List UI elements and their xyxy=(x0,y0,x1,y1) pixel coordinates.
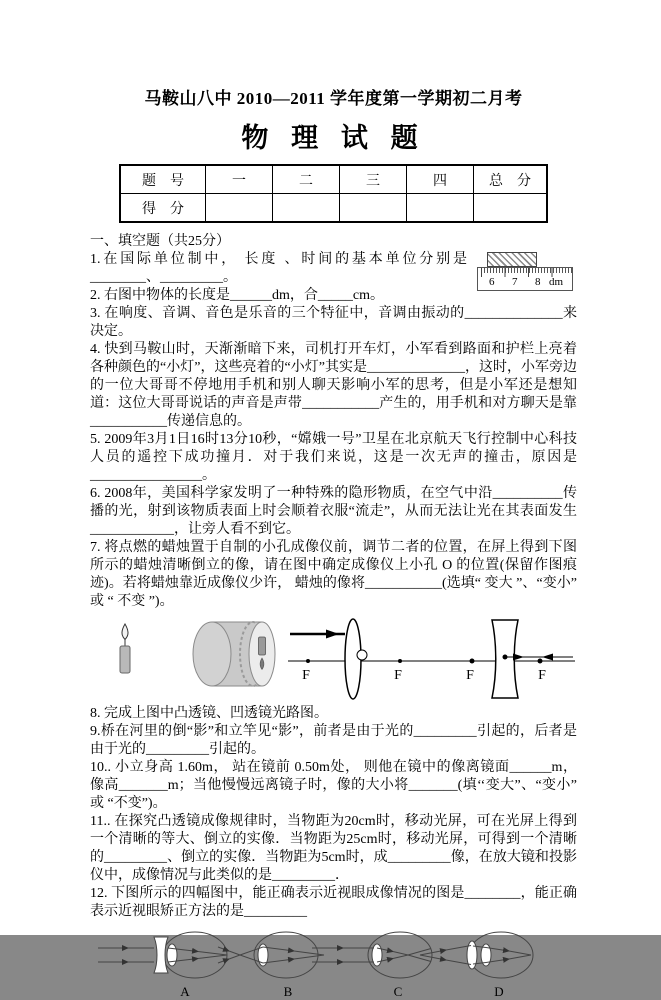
option-label-a: A xyxy=(180,984,190,999)
focal-label: F xyxy=(466,668,474,683)
score-table-cell: 一 xyxy=(206,165,273,194)
question-6: 6. 2008年，美国科学家发明了一种特殊的隐形物质，在空气中沿__________传播的光，射到该物质表面上时会顺着衣服“流走”，从而无法让光在其表面发生____________，让旁人看不到它。 xyxy=(90,486,577,537)
optics-figure xyxy=(90,612,575,704)
pinhole-camera-illustration xyxy=(193,622,275,686)
score-table-header-row xyxy=(120,165,547,194)
question-2: 2. 右图中物体的长度是______dm，合_____cm。 xyxy=(90,288,384,303)
section-heading: 一、填空题（共25分） xyxy=(90,234,230,249)
ruler-tick-label: 6 xyxy=(489,276,495,288)
option-label-c: C xyxy=(393,984,403,999)
score-table-cell xyxy=(273,194,340,223)
question-7: 7. 将点燃的蜡烛置于自制的小孔成像仪前，调节二者的位置，在屏上得到下图所示的蜡烛清晰倒立的像，请在图中确定成像仪上小孔 O 的位置(保留作图痕迹)。若将蜡烛靠近成像仪少许， 蜡烛的像将___________(选填“ 变大 ”、“变小” 或 “ 不变 ”)。 xyxy=(90,540,577,609)
concave-corrective-lens xyxy=(154,937,168,973)
score-table-cell: 二 xyxy=(273,165,340,194)
focal-point xyxy=(398,659,402,663)
ruler-tick-label: 8 xyxy=(535,276,541,288)
score-table-cell: 四 xyxy=(407,165,474,194)
ray-arrowhead xyxy=(542,654,553,661)
option-label-d: D xyxy=(494,984,504,999)
option-label-b: B xyxy=(283,984,293,999)
score-table-cell xyxy=(407,194,474,223)
ruler-figure xyxy=(477,252,577,291)
ruler-unit-label: dm xyxy=(549,276,564,288)
score-table-cell: 总 分 xyxy=(474,165,548,194)
focal-point xyxy=(306,659,310,663)
convex-corrective-lens xyxy=(467,941,477,969)
question-1: 1.在国际单位制中， 长度 、时间的基本单位分别是 ________、_________。 xyxy=(90,252,467,285)
score-table-score-row xyxy=(120,194,547,223)
ray-arrowhead xyxy=(513,654,524,661)
ray-arrowhead xyxy=(326,630,339,639)
score-table xyxy=(119,164,548,223)
question-4: 4. 快到马鞍山时，天渐渐暗下来，司机打开车灯，小军看到路面和护栏上亮着各种颜色的“小灯”，这些亮着的“小灯”其实是______________，这时，小军旁边的一位大哥哥不停地用手机和别人聊天影响小军的思考，但是小军还是想知道：这位大哥哥说话的声音是声带___________产生的，用手机和对方聊天是靠___________传递信息的。 xyxy=(90,342,577,429)
question-5: 5. 2009年3月1日16时13分10秒，“嫦娥一号”卫星在北京航天飞行控制中心科技人员的遥控下成功撞月．对于我们来说，这是一次无声的撞击，原因是________________。 xyxy=(90,432,577,483)
focal-point xyxy=(538,659,543,664)
eye-options-figure xyxy=(90,922,575,1000)
measured-object xyxy=(487,252,537,267)
question-12: 12. 下图所示的四幅图中，能正确表示近视眼成像情况的图是________，能正确表示近视眼矫正方法的是_________ xyxy=(90,886,577,919)
question-10: 10.. 小立身高 1.60m， 站在镜前 0.50m处， 则他在镜中的像离镜面______m， 像高_______m；当他慢慢远离镜子时，像的大小将_______(填‘‘变大”、“变小” 或 “不变”)。 xyxy=(90,760,577,811)
focal-label: F xyxy=(302,668,310,683)
eye-diagram-b xyxy=(218,932,324,978)
focal-point xyxy=(470,659,475,664)
eye-diagram-a xyxy=(98,932,227,978)
inverted-candle-image xyxy=(259,637,266,655)
score-table-cell: 三 xyxy=(340,165,407,194)
score-table-cell: 题 号 xyxy=(120,165,206,194)
exam-title: 马鞍山八中 2010—2011 学年度第一学期初二月考 xyxy=(144,89,523,108)
question-3: 3. 在响度、音调、音色是乐音的三个特征中，音调由振动的______________来决定。 xyxy=(90,306,577,339)
ruler-scale xyxy=(477,267,573,291)
convex-lens-diagram xyxy=(290,619,402,699)
score-table-cell xyxy=(206,194,273,223)
score-table-cell: 得 分 xyxy=(120,194,206,223)
ray-point xyxy=(503,655,508,660)
score-table-cell xyxy=(474,194,548,223)
question-11: 11.. 在探究凸透镜成像规律时，当物距为20cm时，移动光屏，可在光屏上得到一个清晰的等大、倒立的实像．当物距为25cm时，移动光屏，可得到一个清晰的_________、倒立的实像．当物距为5cm时，成_________像，在放大镜和投影仪中，成像情况与此类似的是_________． xyxy=(90,814,577,883)
eye-diagram-c xyxy=(312,932,432,978)
score-table-cell xyxy=(340,194,407,223)
focal-label: F xyxy=(538,668,546,683)
candle-illustration xyxy=(120,624,130,673)
question-9: 9.桥在河里的倒“影”和立竿见“影”，前者是由于光的_________引起的，后者是由于光的_________引起的。 xyxy=(90,724,577,757)
pinhole-circle xyxy=(357,650,367,660)
eye-diagram-d xyxy=(420,932,533,978)
concave-lens-diagram xyxy=(466,620,573,698)
subject-title: 物 理 试 题 xyxy=(241,123,426,153)
ruler-tick-label: 7 xyxy=(512,276,518,288)
focal-label: F xyxy=(394,668,402,683)
question-8: 8. 完成上图中凸透镜、凹透镜光路图。 xyxy=(90,706,328,721)
